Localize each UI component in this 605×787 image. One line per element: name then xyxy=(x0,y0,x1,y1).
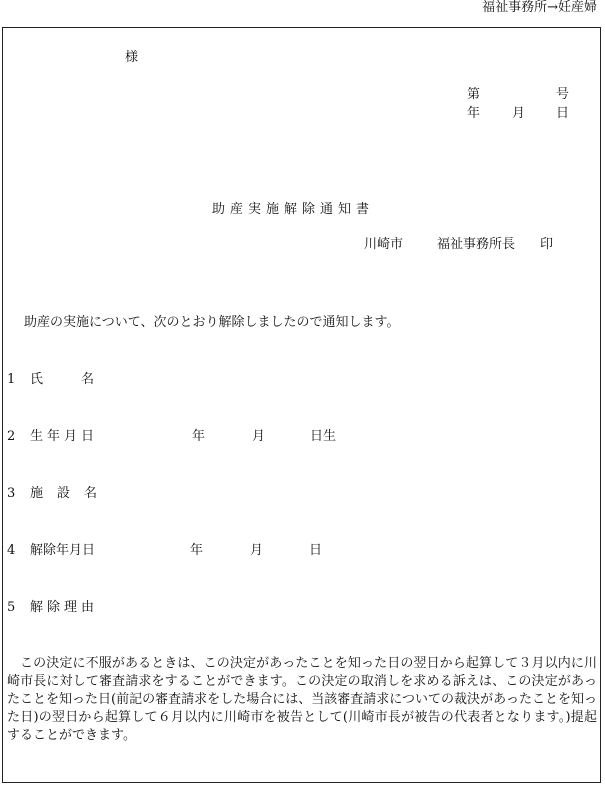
routing-label: 福祉事務所→妊産婦 xyxy=(482,0,597,15)
item-number: 5 xyxy=(7,600,16,615)
birthdate-year-label: 年 xyxy=(192,429,206,444)
appeal-notice xyxy=(7,655,597,745)
appeal-notice-text: この決定に不服があるときは、この決定があったことを知った日の翌日から起算して３月以内に川崎市長に対して審査請求をすることができます。この決定の取消しを求める訴えは、この決定があったことを知った日(前記の審査請求をした場合には、当該審査請求についての裁決があったことを知った日)の翌日から起算して６月以内に川崎市を被告として(川崎市長が被告の代表者となります。)提起することができます。 xyxy=(7,656,597,743)
addressee-suffix: 様 xyxy=(125,50,139,65)
date-day-label: 日 xyxy=(556,106,570,121)
item-label-facility: 施設名 xyxy=(30,486,112,501)
item-number: 3 xyxy=(7,486,16,501)
date-year-label: 年 xyxy=(467,106,481,121)
seal-mark: 印 xyxy=(540,237,554,252)
item-label-name: 氏名 xyxy=(30,372,133,387)
item-number: 1 xyxy=(7,372,16,387)
item-number: 4 xyxy=(7,543,16,558)
birthdate-day-label: 日生 xyxy=(310,429,337,444)
birthdate-month-label: 月 xyxy=(252,429,266,444)
doc-number-suffix: 号 xyxy=(556,87,570,102)
issuer-city: 川崎市 xyxy=(364,237,404,252)
document-title: 助産実施解除通知書 xyxy=(212,202,375,217)
release-day-label: 日 xyxy=(309,543,323,558)
item-label-reason: 解除理由 xyxy=(30,600,99,615)
date-month-label: 月 xyxy=(512,106,526,121)
item-label-birthdate: 生年月日 xyxy=(30,429,99,444)
release-year-label: 年 xyxy=(190,543,204,558)
doc-number-prefix: 第 xyxy=(467,87,481,102)
issuer-office: 福祉事務所長 xyxy=(437,237,516,252)
item-label-release-date: 解除年月日 xyxy=(30,543,96,558)
release-month-label: 月 xyxy=(250,543,264,558)
item-number: 2 xyxy=(7,429,16,444)
intro-text: 助産の実施について、次のとおり解除しましたので通知します。 xyxy=(24,315,400,330)
